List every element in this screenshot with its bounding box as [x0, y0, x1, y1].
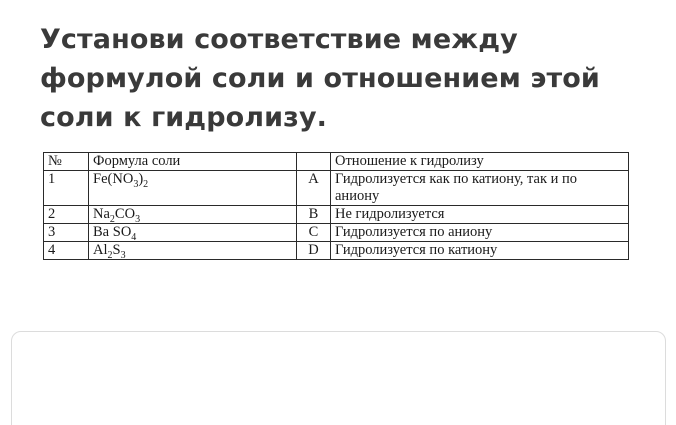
row-num: 1 [44, 171, 89, 206]
row-num: 2 [44, 206, 89, 224]
row-num: 3 [44, 224, 89, 242]
row-relation: Не гидролизуется [331, 206, 629, 224]
row-letter: B [297, 206, 331, 224]
header-letter [297, 153, 331, 171]
table-row [44, 171, 629, 206]
row-relation: Гидролизуется по катиону [331, 242, 629, 260]
header-num: № [44, 153, 89, 171]
header-formula: Формула соли [89, 153, 297, 171]
row-formula: $Fe(NO_3)_2$ [89, 171, 297, 206]
row-letter: D [297, 242, 331, 260]
salt-hydrolysis-table-image [41, 150, 631, 286]
table-row [44, 206, 629, 224]
row-letter: C [297, 224, 331, 242]
header-relation: Отношение к гидролизу [331, 153, 629, 171]
row-num: 4 [44, 242, 89, 260]
row-relation: Гидролизуется по аниону [331, 224, 629, 242]
row-relation: Гидролизуется как по катиону, так и по аниону [331, 171, 629, 206]
answer-input-area[interactable] [11, 331, 666, 425]
question-title: Установи соответствие между формулой соли и отношением этой соли к гидролизу. [40, 24, 600, 133]
row-formula: $Al_2S_3$ [89, 242, 297, 260]
table-row [44, 224, 629, 242]
row-letter: A [297, 171, 331, 206]
row-formula: Ba $SO_4$ [89, 224, 297, 242]
row-formula: $Na_2CO_3$ [89, 206, 297, 224]
table-header-row [44, 153, 629, 171]
salt-hydrolysis-table [43, 152, 629, 260]
table-row [44, 242, 629, 260]
